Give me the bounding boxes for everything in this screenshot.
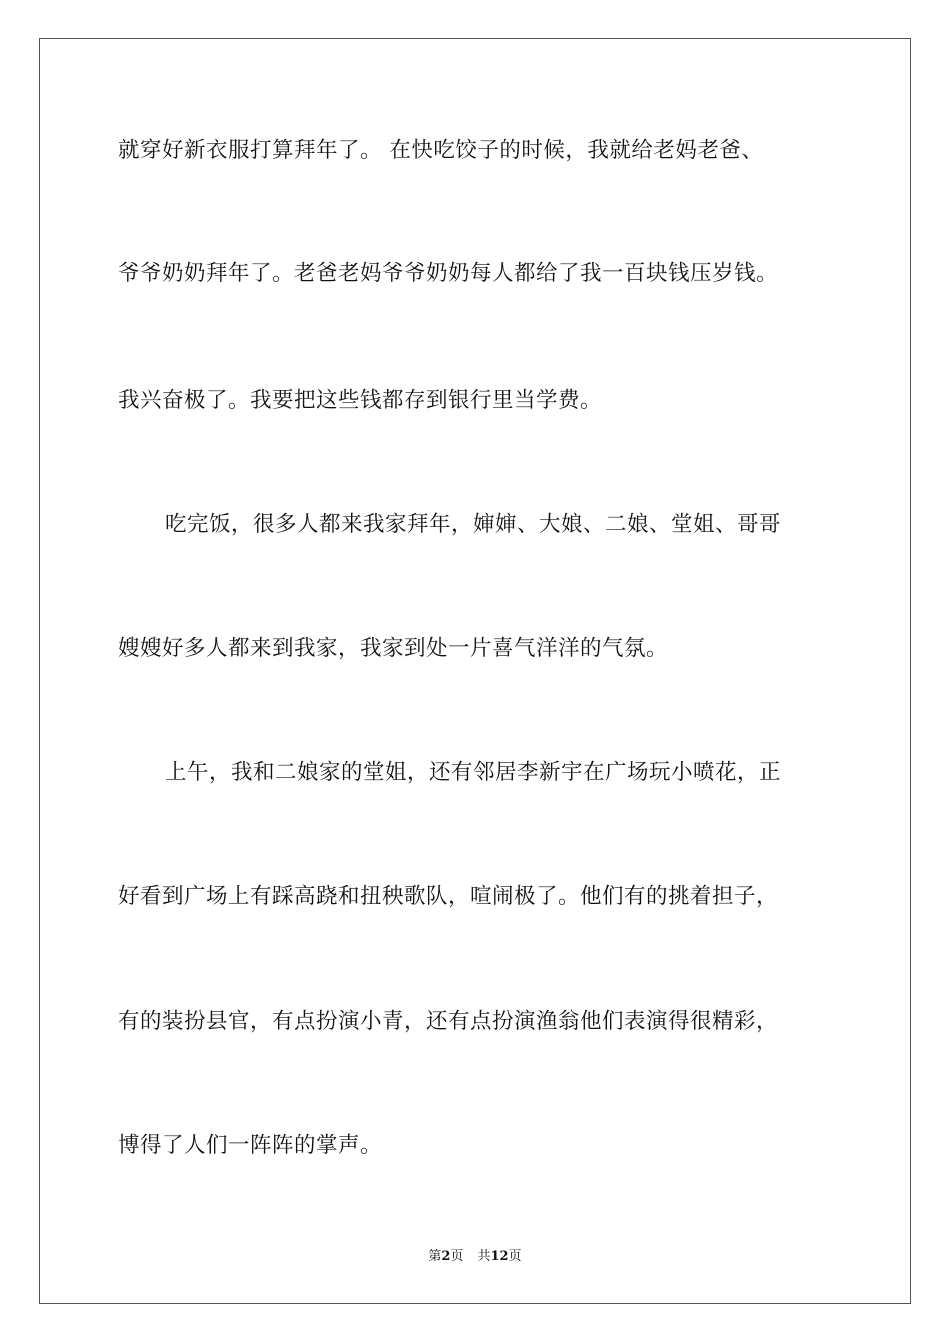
paragraph-line-8: 有的装扮县官，有点扮演小青，还有点扮演渔翁他们表演得很精彩， xyxy=(118,1009,779,1034)
page-prefix: 第 xyxy=(428,1249,442,1264)
paragraph-line-1: 就穿好新衣服打算拜年了。 在快吃饺子的时候，我就给老妈老爸、 xyxy=(118,138,764,163)
paragraph-line-5: 嫂嫂好多人都来到我家，我家到处一片喜气洋洋的气氛。 xyxy=(118,636,669,661)
total-prefix: 共 xyxy=(477,1249,491,1264)
total-suffix: 页 xyxy=(508,1249,522,1264)
paragraph-line-3: 我兴奋极了。我要把这些钱都存到银行里当学费。 xyxy=(118,388,603,413)
paragraph-line-6: 上午，我和二娘家的堂姐，还有邻居李新宇在广场玩小喷花，正 xyxy=(165,760,782,785)
page-footer xyxy=(0,1248,950,1266)
page-number: 2 xyxy=(441,1249,451,1264)
page-suffix: 页 xyxy=(450,1249,464,1264)
paragraph-line-7: 好看到广场上有踩高跷和扭秧歌队，喧闹极了。他们有的挑着担子， xyxy=(118,884,779,909)
paragraph-line-4: 吃完饭，很多人都来我家拜年，婶婶、大娘、二娘、堂姐、哥哥 xyxy=(165,512,782,537)
total-pages: 12 xyxy=(490,1249,509,1264)
page-border xyxy=(39,38,911,1304)
paragraph-line-2: 爷爷奶奶拜年了。老爸老妈爷爷奶奶每人都给了我一百块钱压岁钱。 xyxy=(118,261,779,286)
paragraph-line-9: 博得了人们一阵阵的掌声。 xyxy=(118,1133,383,1158)
